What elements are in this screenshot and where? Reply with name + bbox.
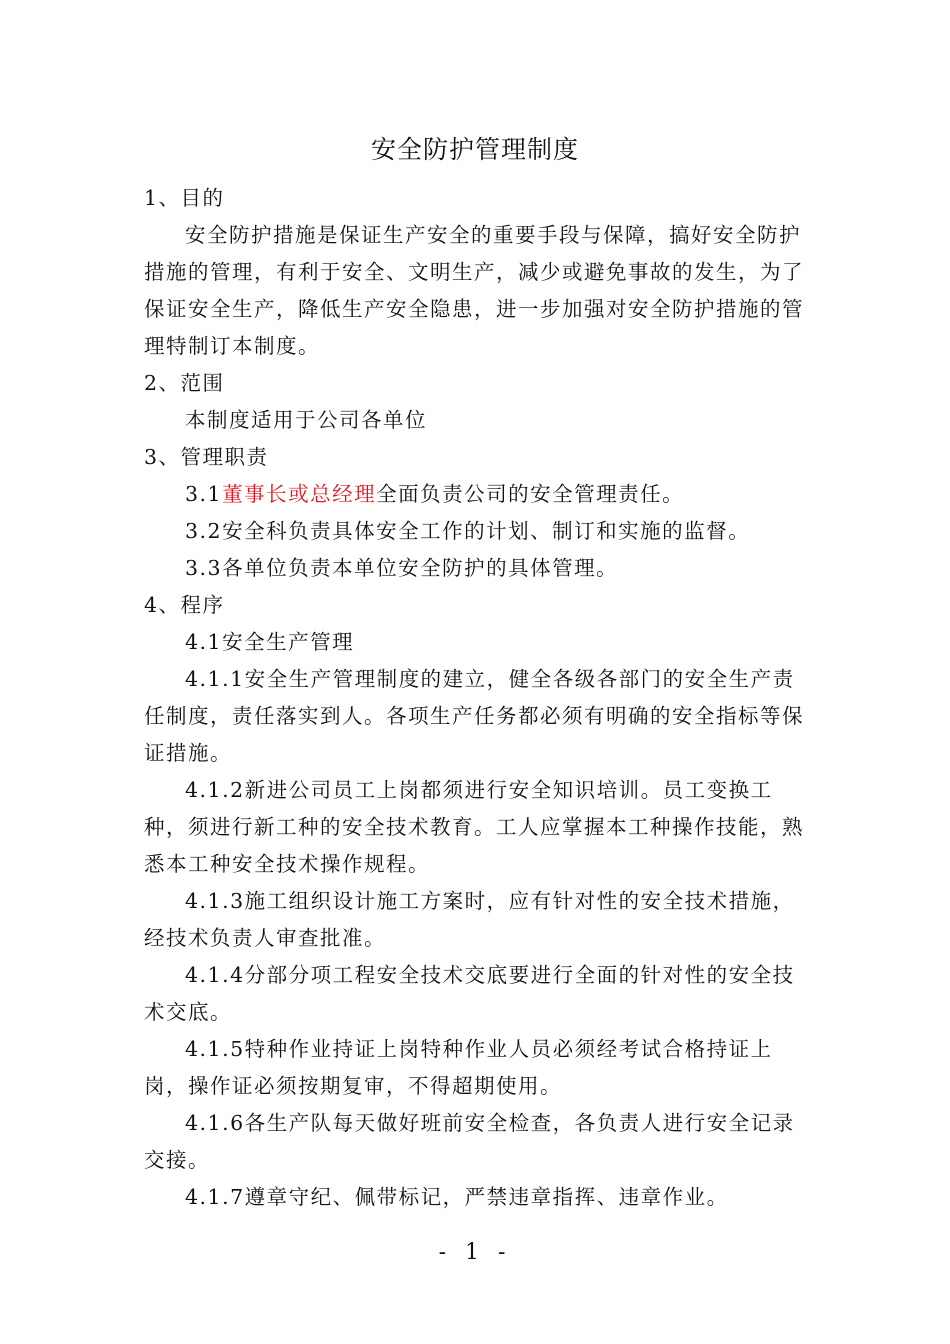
page-number: - 1 - <box>438 1240 512 1265</box>
duty-item-3: 3.3各单位负责本单位安全防护的具体管理。 <box>185 556 619 580</box>
section-heading-duties: 3、管理职责 <box>144 445 269 469</box>
procedure-item: 4.1.4分部分项工程安全技术交底要进行全面的针对性的安全技术交底。 <box>144 963 795 1024</box>
duty-item-1-number: 3.1 <box>185 482 223 506</box>
duty-item-2: 3.2安全科负责具体安全工作的计划、制订和实施的监督。 <box>185 519 751 543</box>
procedure-item: 4.1.3施工组织设计施工方案时，应有针对性的安全技术措施，经技术负责人审查批准。 <box>144 889 795 950</box>
duty-item-1 <box>144 476 814 513</box>
section-heading-procedure: 4、程序 <box>144 593 225 617</box>
procedure-sub-heading: 4.1安全生产管理 <box>185 630 355 654</box>
procedure-item: 4.1.1安全生产管理制度的建立，健全各级各部门的安全生产责任制度，责任落实到人。各项生产任务都必须有明确的安全指标等保证措施。 <box>144 667 804 765</box>
procedure-item: 4.1.6各生产队每天做好班前安全检查，各负责人进行安全记录交接。 <box>144 1111 795 1172</box>
procedure-item: 4.1.7遵章守纪、佩带标记，严禁违章指挥、违章作业。 <box>185 1185 729 1209</box>
section-heading-purpose: 1、目的 <box>144 186 225 210</box>
procedure-item: 4.1.2新进公司员工上岗都须进行安全知识培训。员工变换工种，须进行新工种的安全技术教育。工人应掌握本工种操作技能，熟悉本工种安全技术操作规程。 <box>144 778 804 876</box>
document-title: 安全防护管理制度 <box>370 135 579 164</box>
duty-item-1-highlight: 董事长或总经理 <box>222 482 377 506</box>
section-heading-scope: 2、范围 <box>144 371 225 395</box>
section-text-purpose: 安全防护措施是保证生产安全的重要手段与保障，搞好安全防护措施的管理，有利于安全、文明生产，减少或避免事故的发生，为了保证安全生产，降低生产安全隐患，进一步加强对安全防护措施的管理特制订本制度。 <box>144 223 804 358</box>
procedure-item: 4.1.5特种作业持证上岗特种作业人员必须经考试合格持证上岗，操作证必须按期复审，不得超期使用。 <box>144 1037 773 1098</box>
document-body <box>144 180 814 1216</box>
duty-item-1-text: 全面负责公司的安全管理责任。 <box>376 482 685 506</box>
section-text-scope: 本制度适用于公司各单位 <box>185 408 427 432</box>
